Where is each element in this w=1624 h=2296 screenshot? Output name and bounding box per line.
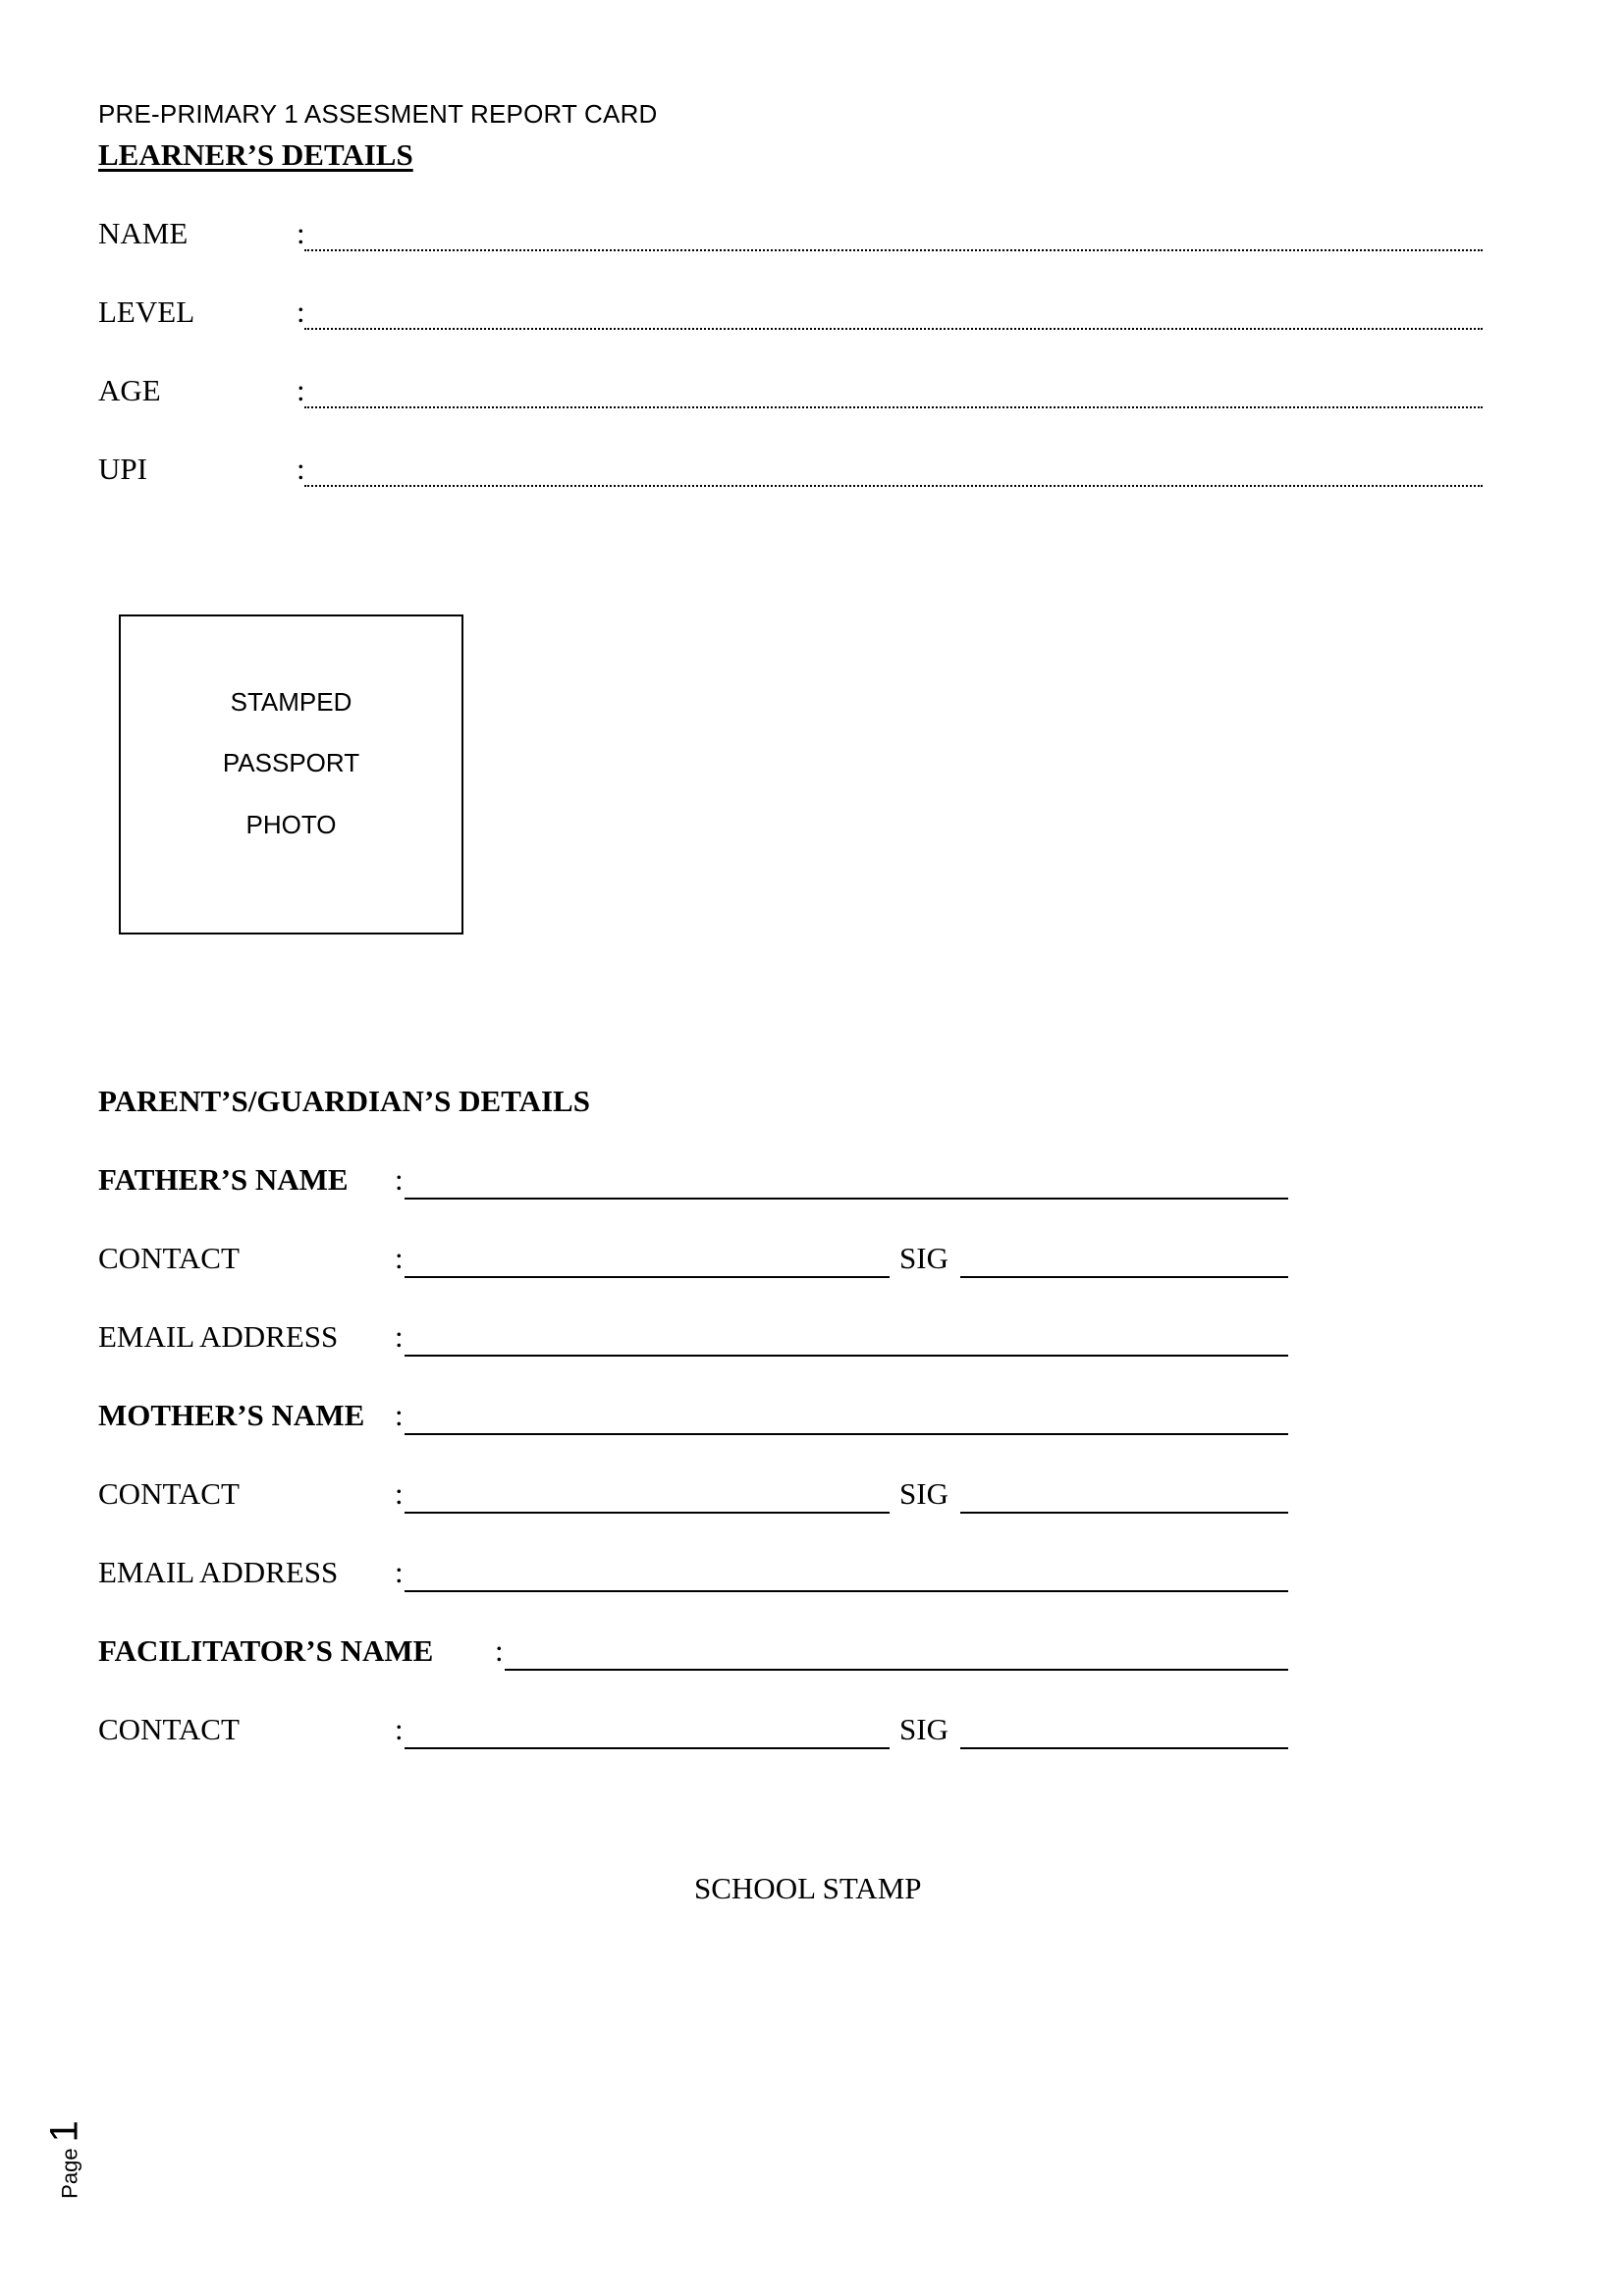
father-contact-row: [0, 1241, 1624, 1290]
page-word: Page: [57, 2148, 82, 2199]
mother-name-row: [0, 1398, 1624, 1447]
name-colon: :: [297, 216, 305, 250]
facilitator-name-row: [0, 1633, 1624, 1682]
school-stamp-label: SCHOOL STAMP: [694, 1871, 922, 1905]
father-name-colon: :: [395, 1162, 404, 1197]
learner-name-row: [0, 216, 1624, 265]
photo-text-stamped: STAMPED: [230, 687, 352, 717]
mother-contact-colon: :: [395, 1476, 404, 1511]
age-field[interactable]: [304, 406, 1483, 408]
facilitator-contact-colon: :: [395, 1712, 404, 1746]
learner-level-row: [0, 294, 1624, 344]
learner-upi-row: [0, 452, 1624, 501]
father-sig-field[interactable]: [960, 1276, 1288, 1278]
father-email-colon: :: [395, 1319, 404, 1354]
mother-contact-row: [0, 1476, 1624, 1525]
father-sig-label: SIG: [899, 1241, 948, 1275]
mother-name-label: MOTHER’S NAME: [98, 1398, 365, 1432]
name-field[interactable]: [304, 249, 1483, 251]
learner-details-heading: LEARNER’S DETAILS: [98, 137, 413, 172]
father-name-label: FATHER’S NAME: [98, 1162, 349, 1197]
facilitator-name-colon: :: [495, 1633, 504, 1668]
mother-email-field[interactable]: [405, 1590, 1288, 1592]
mother-name-colon: :: [395, 1398, 404, 1432]
mother-sig-field[interactable]: [960, 1512, 1288, 1514]
upi-colon: :: [297, 452, 305, 486]
father-name-row: [0, 1162, 1624, 1211]
facilitator-contact-field[interactable]: [405, 1747, 890, 1749]
learner-age-row: [0, 373, 1624, 422]
father-email-field[interactable]: [405, 1355, 1288, 1357]
mother-name-field[interactable]: [405, 1433, 1288, 1435]
upi-field[interactable]: [304, 485, 1483, 487]
facilitator-name-field[interactable]: [505, 1669, 1288, 1671]
facilitator-name-label: FACILITATOR’S NAME: [98, 1633, 434, 1668]
page-number: [43, 2110, 86, 2209]
passport-photo-box: [119, 614, 463, 934]
mother-contact-field[interactable]: [405, 1512, 890, 1514]
page-number-value: 1: [42, 2120, 86, 2143]
mother-sig-label: SIG: [899, 1476, 948, 1511]
name-label: NAME: [98, 216, 189, 250]
level-field[interactable]: [304, 328, 1483, 330]
mother-email-label: EMAIL ADDRESS: [98, 1555, 339, 1589]
mother-email-row: [0, 1555, 1624, 1604]
parent-details-heading: PARENT’S/GUARDIAN’S DETAILS: [98, 1084, 590, 1118]
mother-contact-label: CONTACT: [98, 1476, 240, 1511]
report-card-title: PRE-PRIMARY 1 ASSESMENT REPORT CARD: [98, 99, 658, 129]
father-contact-colon: :: [395, 1241, 404, 1275]
age-colon: :: [297, 373, 305, 407]
facilitator-sig-field[interactable]: [960, 1747, 1288, 1749]
age-label: AGE: [98, 373, 161, 407]
facilitator-contact-label: CONTACT: [98, 1712, 240, 1746]
level-label: LEVEL: [98, 294, 195, 329]
father-name-field[interactable]: [405, 1198, 1288, 1200]
photo-text-passport: PASSPORT: [222, 748, 360, 777]
level-colon: :: [297, 294, 305, 329]
mother-email-colon: :: [395, 1555, 404, 1589]
father-contact-label: CONTACT: [98, 1241, 240, 1275]
photo-text-photo: PHOTO: [245, 810, 337, 839]
father-email-label: EMAIL ADDRESS: [98, 1319, 339, 1354]
father-contact-field[interactable]: [405, 1276, 890, 1278]
father-email-row: [0, 1319, 1624, 1368]
facilitator-sig-label: SIG: [899, 1712, 948, 1746]
upi-label: UPI: [98, 452, 147, 486]
facilitator-contact-row: [0, 1712, 1624, 1761]
